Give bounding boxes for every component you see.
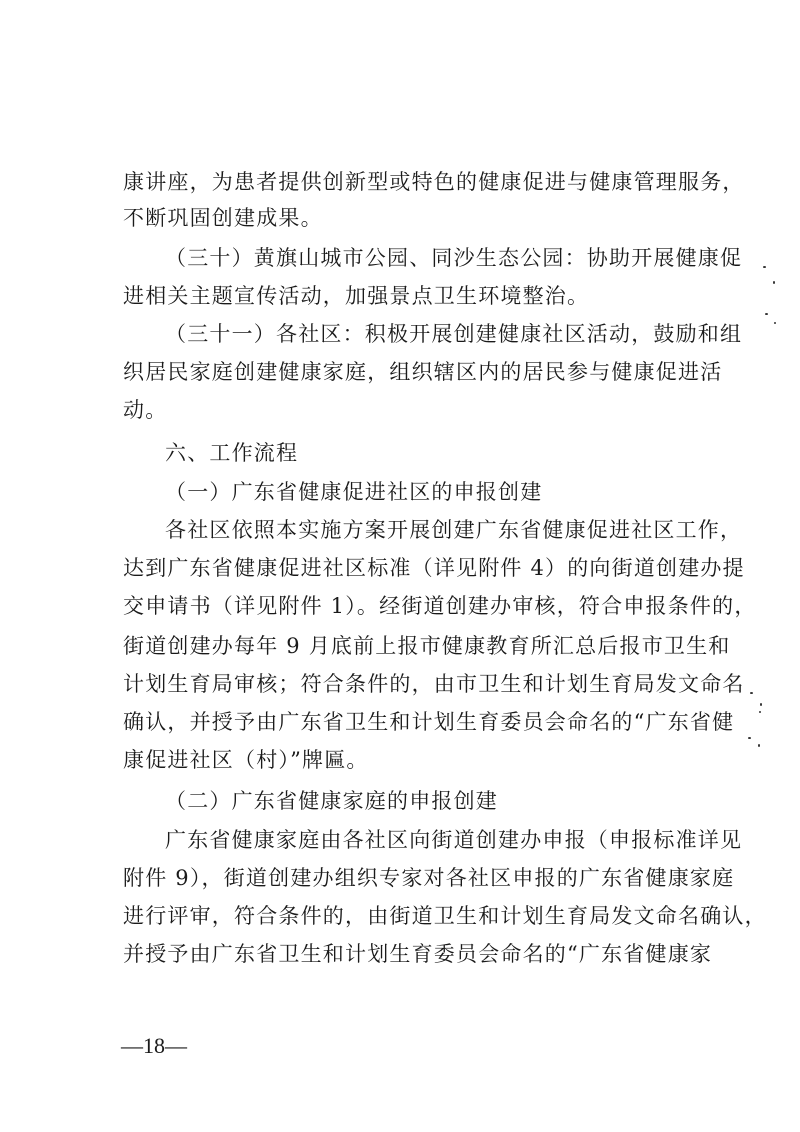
scan-speck xyxy=(748,737,751,739)
body-line: 动。 xyxy=(123,398,168,422)
body-line: 附件 9），街道创建办组织专家对各社区申报的广东省健康家庭 xyxy=(123,866,735,890)
body-line: 街道创建办每年 9 月底前上报市健康教育所汇总后报市卫生和 xyxy=(123,634,731,658)
scan-speck xyxy=(750,692,753,694)
body-line: （三十）黄旗山城市公园、同沙生态公园：协助开展健康促 xyxy=(165,246,743,270)
body-line: 进相关主题宣传活动，加强景点卫生环境整治。 xyxy=(123,284,590,308)
scan-speck xyxy=(759,711,761,713)
scan-speck xyxy=(773,281,775,284)
body-line: 各社区依照本实施方案开展创建广东省健康促进社区工作， xyxy=(165,518,743,542)
section-heading: 六、工作流程 xyxy=(165,441,299,465)
body-line: 康促进社区（村）”牌匾。 xyxy=(123,748,369,772)
body-line: 计划生育局审核；符合条件的，由市卫生和计划生育局发文命名 xyxy=(123,672,745,696)
body-line: 康讲座，为患者提供创新型或特色的健康促进与健康管理服务， xyxy=(123,170,745,194)
body-line: 织居民家庭创建健康家庭，组织辖区内的居民参与健康促进活 xyxy=(123,360,723,384)
scan-speck xyxy=(774,322,776,324)
subsection-heading: （一）广东省健康促进社区的申报创建 xyxy=(165,480,543,504)
body-line: 达到广东省健康促进社区标准（详见附件 4）的向街道创建办提 xyxy=(123,556,745,580)
scan-speck xyxy=(765,313,768,315)
subsection-heading: （二）广东省健康家庭的申报创建 xyxy=(165,789,498,813)
page-number: —18— xyxy=(121,1033,187,1058)
body-line: 确认，并授予由广东省卫生和计划生育委员会命名的“广东省健 xyxy=(123,710,735,734)
body-line: 进行评审，符合条件的，由街道卫生和计划生育局发文命名确认， xyxy=(123,904,767,928)
body-line: （三十一）各社区：积极开展创建健康社区活动，鼓励和组 xyxy=(165,322,743,346)
scan-speck xyxy=(760,703,762,706)
body-line: 交申请书（详见附件 1）。经街道创建办审核，符合申报条件的， xyxy=(123,594,757,618)
body-line: 并授予由广东省卫生和计划生育委员会命名的“广东省健康家 xyxy=(123,942,713,966)
scan-speck xyxy=(758,744,760,747)
body-line: 广东省健康家庭由各社区向街道创建办申报（申报标准详见 xyxy=(165,828,743,852)
body-line: 不断巩固创建成果。 xyxy=(123,206,323,230)
scan-speck xyxy=(763,266,766,268)
